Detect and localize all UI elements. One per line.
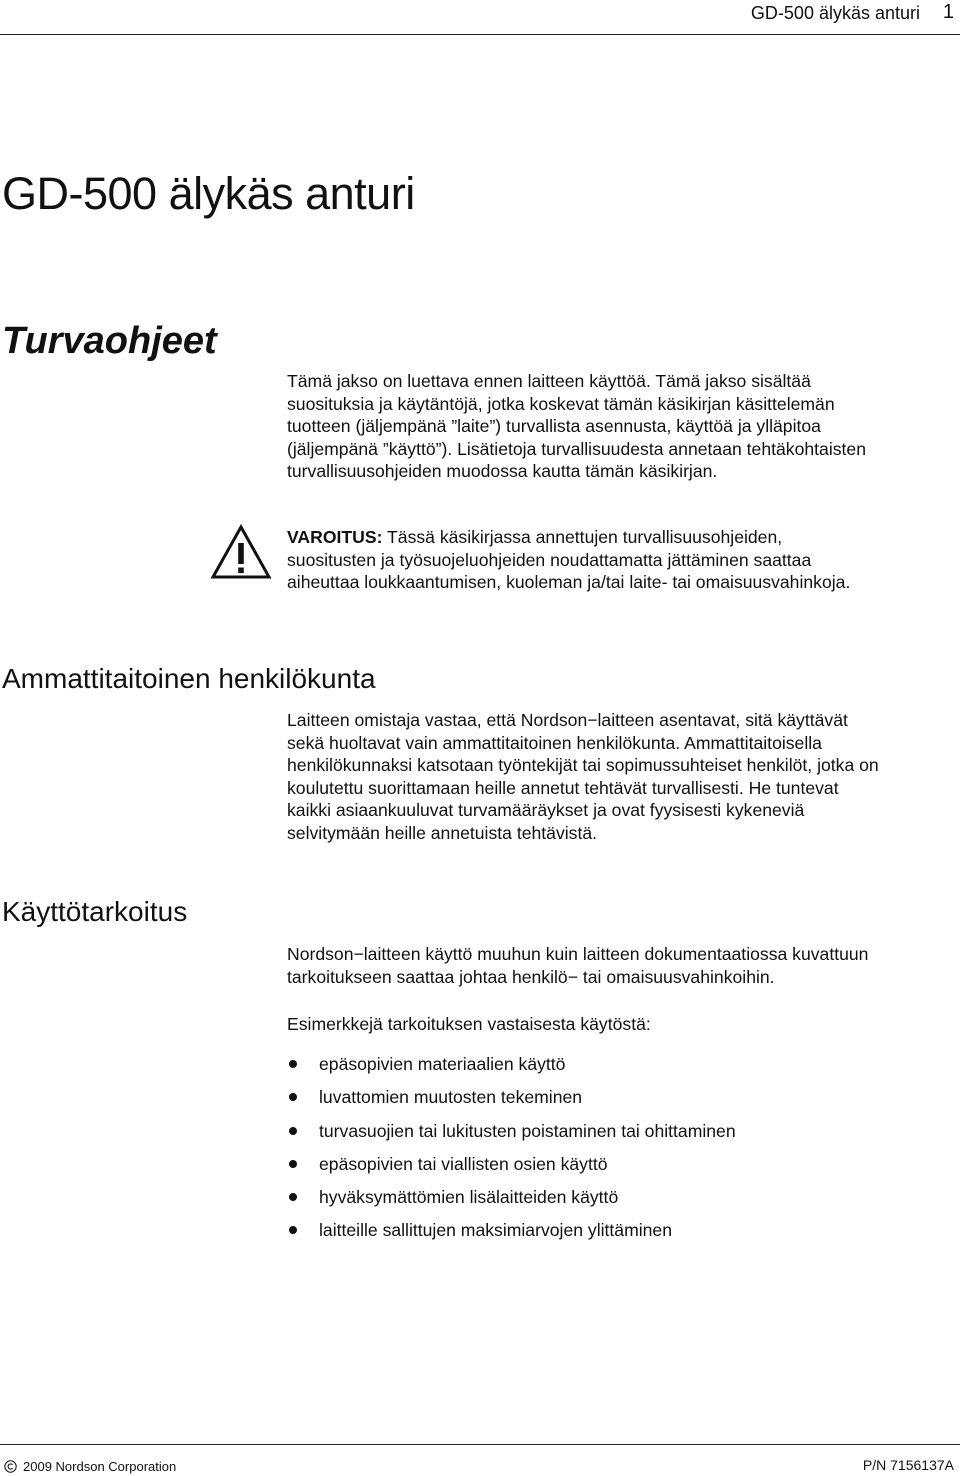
page-footer	[0, 1444, 960, 1474]
list-item: laitteille sallittujen maksimiarvojen ylittäminen	[287, 1219, 736, 1252]
examples-list	[287, 1053, 736, 1253]
copyright-icon	[4, 1460, 17, 1473]
bullet-icon	[289, 1060, 297, 1068]
footer-copyright: 2009 Nordson Corporation	[4, 1459, 176, 1474]
safety-paragraph: Tämä jakso on luettava ennen laitteen käyttöä. Tämä jakso sisältää suosituksia ja käytäntöjä, jotka koskevat tämän käsikirjan käsittelemän tuotteen (jäljempänä ”laite”) turvallista asennusta, käyttöä ja ylläpitoa (jäljempänä ”käyttö”). Lisätietoja turvallisuudesta annetaan tehtäkohtaisten turvallisuusohjeiden muodossa kautta tämän käsikirjan.	[287, 371, 866, 482]
qualified-paragraph: Laitteen omistaja vastaa, että Nordson−laitteen asentavat, sitä käyttävät sekä huoltavat vain ammattitaitoinen henkilökunta. Ammattitaitoisella henkilökunnaksi katsotaan työntekijät tai sopimussuhteiset henkilöt, jotka on koulutettu suorittamaan heille annetut tehtävät turvallisesti. He tuntevat kaikki asiaankuuluvat turvamääräykset ja ovat fyysisesti kykeneviä selvitymään heille annetuista tehtävistä.	[287, 710, 879, 843]
bullet-icon	[289, 1193, 297, 1201]
bullet-icon	[289, 1127, 297, 1135]
warning-triangle-icon	[210, 524, 272, 580]
bullet-icon	[289, 1226, 297, 1234]
list-item: hyväksymättömien lisälaitteiden käyttö	[287, 1186, 736, 1219]
list-item: turvasuojien tai lukitusten poistaminen tai ohittaminen	[287, 1120, 736, 1153]
warning-paragraph: VAROITUS: Tässä käsikirjassa annettujen turvallisuusohjeiden, suositusten ja työsuojeluohjeiden noudattamatta jättäminen saattaa aiheuttaa loukkaantumisen, kuoleman ja/tai laite- tai omaisuusvahinkoja.	[287, 527, 851, 593]
qualified-heading: Ammattitaitoinen henkilökunta	[2, 663, 376, 694]
examples-intro: Esimerkkejä tarkoituksen vastaisesta käytöstä:	[287, 1014, 651, 1034]
list-item: epäsopivien tai viallisten osien käyttö	[287, 1153, 736, 1186]
usage-paragraph: Nordson−laitteen käyttö muuhun kuin laitteen dokumentaatiossa kuvattuun tarkoitukseen saattaa johtaa henkilö− tai omaisuusvahinkoihin.	[287, 944, 869, 987]
bullet-icon	[289, 1093, 297, 1101]
list-item: epäsopivien materiaalien käyttö	[287, 1053, 736, 1086]
bullet-icon	[289, 1160, 297, 1168]
header-title: GD-500 älykäs anturi	[750, 3, 920, 23]
safety-heading: Turvaohjeet	[2, 320, 217, 362]
header-page-number: 1	[942, 1, 954, 23]
footer-part-number: P/N 7156137A	[862, 1457, 954, 1473]
document-title: GD-500 älykäs anturi	[2, 168, 415, 219]
page-header	[0, 0, 960, 35]
list-item: luvattomien muutosten tekeminen	[287, 1086, 736, 1119]
warning-label: VAROITUS:	[287, 527, 383, 547]
usage-heading: Käyttötarkoitus	[2, 896, 188, 927]
